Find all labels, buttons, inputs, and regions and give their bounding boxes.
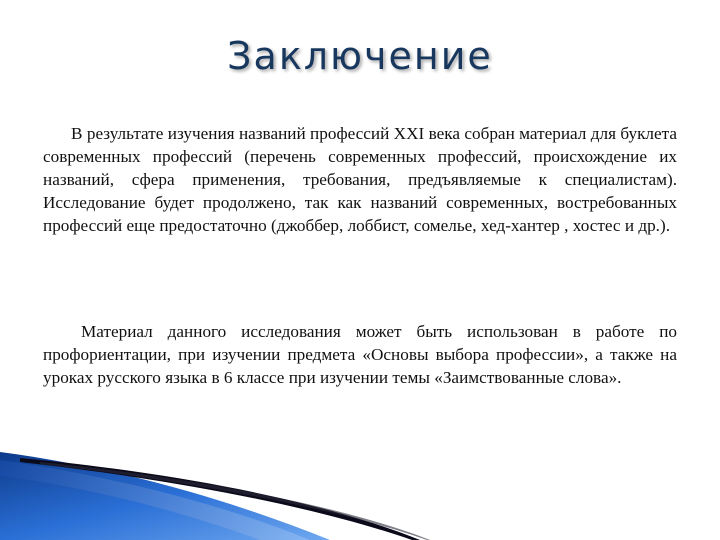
- conclusion-paragraph-1: В результате изучения названий профессий XXI века собран материал для буклета современных профессий (перечень современных профессий, происхождение их названий, сфера применения, требования, предъявляемые к специалистам). Исследование будет продолжено, так как названий современных, востребованных профессий еще предостаточно (джоббер, лоббист, сомелье, хед-хантер , хостес и др.).: [43, 124, 677, 235]
- decorative-swoosh: [0, 440, 720, 540]
- conclusion-paragraph-2: Материал данного исследования может быть использован в работе по профориентации, при изучении предмета «Основы выбора профессии», а также на уроках русского языка в 6 классе при изучении темы «Заимствованные слова».: [43, 322, 677, 387]
- slide-title: Заключение: [227, 34, 493, 78]
